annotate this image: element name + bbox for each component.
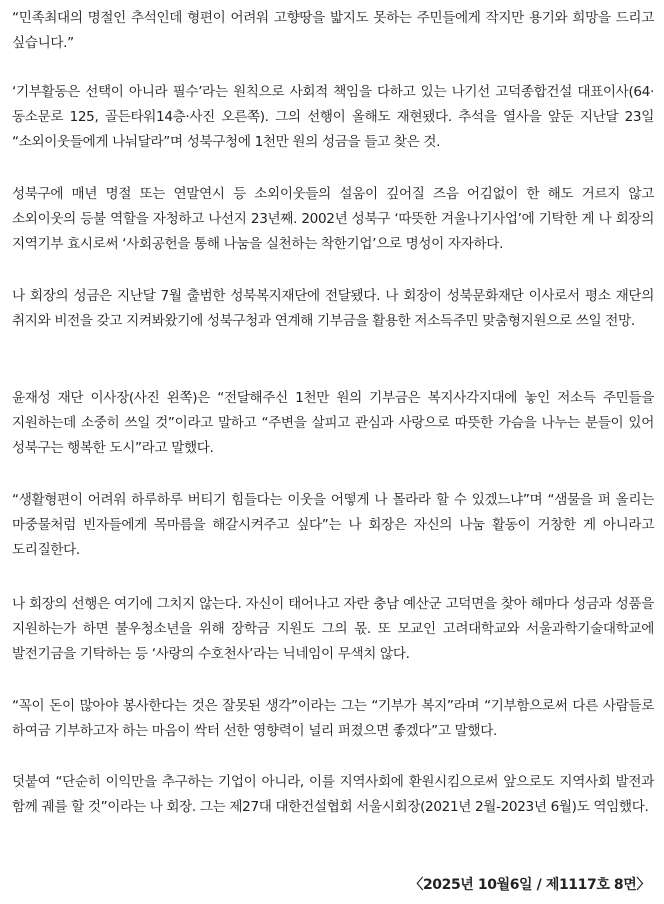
paragraph-9: 덧붙여 “단순히 이익만을 추구하는 기업이 아니라, 이를 지역사회에 환원시킴으로써 앞으로도 지역사회 발전과 함께 궤를 할 것”이라는 나 회장. 그는 제27대 대한건설협회 서울시회장(2021년 2월-2023년 6월)도 역임했다. [12,774,654,815]
paragraph-6: “생활형편이 어려워 하루하루 버티기 힘들다는 이웃을 어떻게 나 몰라라 할 수 있겠느냐”며 “샘물을 퍼 올리는 마중물처럼 빈자들에게 목마름을 해갈시켜주고 싶다”는 나 회장은 자신의 나눔 활동이 거창한 게 아니라고 도리질한다. [12,492,654,558]
paragraph-3: 성북구에 매년 명절 또는 연말연시 등 소외이웃들의 설움이 깊어질 즈음 어김없이 한 해도 거르지 않고 소외이웃의 등불 역할을 자청하고 나선지 23년째. 2002년 성북구 ‘따뜻한 겨울나기사업’에 기탁한 게 나 회장의 지역기부 효시로써 ‘사회공헌을 통해 나눔을 실천하는 착한기업’으로 명성이 자자하다. [12,186,654,252]
paragraph-8: “꼭이 돈이 많아야 봉사한다는 것은 잘못된 생각”이라는 그는 “기부가 복지”라며 “기부함으로써 다른 사람들로 하여금 기부하고자 하는 마음이 싹터 선한 영향력이 널리 퍼졌으면 좋겠다”고 말했다. [12,698,654,739]
paragraph-4: 나 회장의 성금은 지난달 7월 출범한 성북복지재단에 전달됐다. 나 회장이 성북문화재단 이사로서 평소 재단의 취지와 비전을 갖고 지켜봐왔기에 성북구청과 연계해 기부금을 활용한 저소득주민 맞춤형지원으로 쓰일 전망. [12,288,654,329]
paragraph-5: 윤재성 재단 이사장(사진 왼쪽)은 “전달해주신 1천만 원의 기부금은 복지사각지대에 놓인 저소득 주민들을 지원하는데 소중히 쓰일 것”이라고 말하고 “주변을 살피고 관심과 사랑으로 따뜻한 가슴을 나누는 분들이 있어 성북구는 행복한 도시”라고 말했다. [12,390,654,456]
publication-source: 〈2025년 10월6일 / 제1117호 8면〉 [409,877,650,893]
paragraph-2: ‘기부활동은 선택이 아니라 필수’라는 원칙으로 사회적 책임을 다하고 있는 나기선 고덕종합건설 대표이사(64·동소문로 125, 골든타워14층·사진 오른쪽). 그의 선행이 올해도 재현됐다. 추석을 열사을 앞둔 지난달 23일 “소외이웃들에게 나눠달라”며 성북구청에 1천만 원의 성금을 들고 찾은 것. [12,84,654,150]
paragraph-7: 나 회장의 선행은 여기에 그치지 않는다. 자신이 태어나고 자란 충남 예산군 고덕면을 찾아 해마다 성금과 성품을 지원하는가 하면 불우청소년을 위해 장학금 지원도 그의 몫. 또 모교인 고려대학교와 서울과학기술대학교에 발전기금을 기탁하는 등 ‘사랑의 수호천사’라는 닉네임이 무색치 않다. [12,596,654,662]
paragraph-1: “민족최대의 명절인 추석인데 형편이 어려워 고향땅을 밟지도 못하는 주민들에게 작지만 용기와 희망을 드리고 싶습니다.” [12,10,654,51]
